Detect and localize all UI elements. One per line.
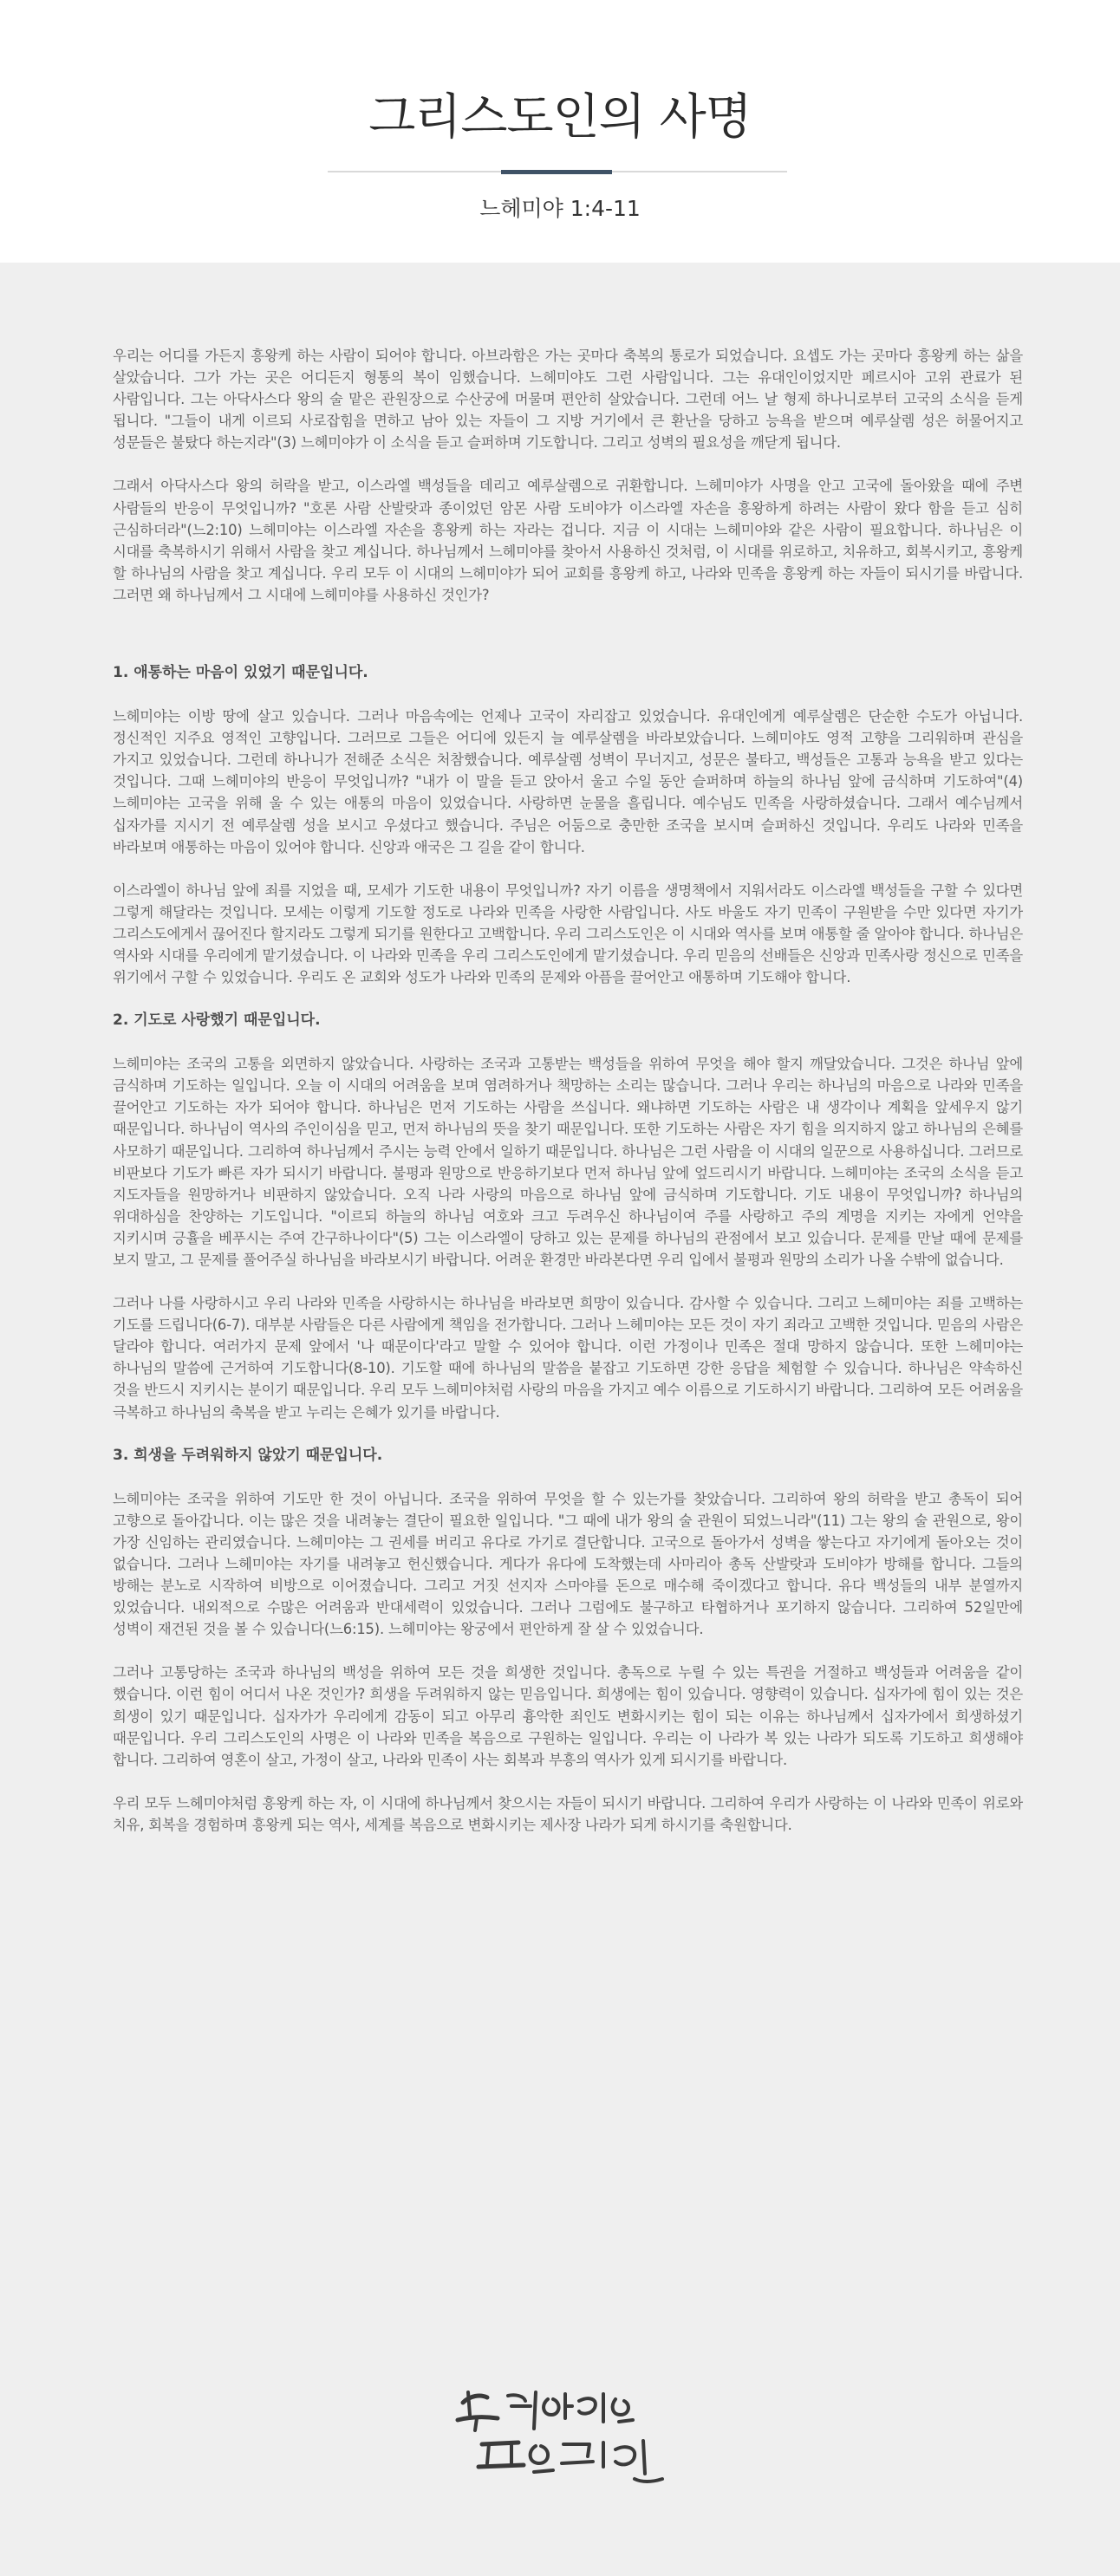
section-paragraph: 이스라엘이 하나님 앞에 죄를 지었을 때, 모세가 기도한 내용이 무엇입니까? 자기 이름을 생명책에서 지워서라도 이스라엘 백성들을 구할 수 있다면 그렇게 해달라는 것입니다. 모세는 이렇게 기도할 정도로 나라와 민족을 사랑한 사람입니다. 사도 바울도 자기 민족이 구원받을 수만 있다면 자기가 그리스도에게서 끊어진다 할지라도 그렇게 되기를 원한다고 고백합니다. 우리 그리스도인은 이 시대와 역사를 보며 애통할 줄 알아야 합니다. 하나님은 역사와 시대를 우리에게 맡기셨습니다. 이 나라와 민족을 우리 그리스도인에게 맡기셨습니다. 우리 믿음의 선배들은 신앙과 민족사랑 정신으로 민족을 위기에서 구할 수 있었습니다. 우리도 온 교회와 성도가 나라와 민족의 문제와 아픔을 끌어안고 애통하며 기도해야 합니다. (113, 881, 1023, 986)
section-paragraph: 느헤미야는 조국을 위하여 기도만 한 것이 아닙니다. 조국을 위하여 무엇을 할 수 있는가를 찾았습니다. 그리하여 왕의 허락을 받고 총독이 되어 고향으로 돌아갑니다. 이는 많은 것을 내려놓는 결단이 필요한 일입니다. "그 때에 내가 왕의 술 관원이 되었느니라"(11) 그는 왕의 술 관원으로, 왕이 가장 신임하는 관리였습니다. 느헤미야는 그 권세를 버리고 유다로 가기로 결단합니다. 고국으로 돌아가서 성벽을 쌓는다고 자기에게 돌아오는 것이 없습니다. 그러나 느헤미야는 자기를 내려놓고 헌신했습니다. 게다가 유다에 도착했는데 사마리아 총독 산발랏과 도비야가 방해를 합니다. 그들의 방해는 분노로 시작하여 비방으로 이어졌습니다. 그리고 거짓 선지자 스마야를 돈으로 매수해 죽이겠다고 합니다. 유다 백성들의 내부 분열까지 있었습니다. 내외적으로 수많은 어려움과 반대세력이 있었습니다. 그러나 그럼에도 불구하고 타협하거나 포기하지 않습니다. 그리하여 52일만에 성벽이 재건된 것을 볼 수 있습니다(느6:15). 느헤미야는 왕궁에서 편안하게 잘 살 수 있었습니다. (113, 1490, 1023, 1638)
scripture-reference: 느헤미야 1:4-11 (479, 196, 641, 221)
church-signature-logo (451, 2377, 676, 2494)
intro-paragraph: 우리는 어디를 가든지 흥왕케 하는 사람이 되어야 합니다. 아브라함은 가는 곳마다 축복의 통로가 되었습니다. 요셉도 가는 곳마다 흥왕케 하는 삶을 살았습니다. 그가 가는 곳은 어디든지 형통의 복이 임했습니다. 느헤미야도 그런 사람입니다. 그는 유대인이었지만 페르시아 고위 관료가 된 사람입니다. 그는 아닥사스다 왕의 술 맡은 관원장으로 수산궁에 머물며 편안히 살았습니다. 그런데 어느 날 형제 하나니로부터 고국의 소식을 듣게 됩니다. "그들이 내게 이르되 사로잡힘을 면하고 남아 있는 자들이 그 지방 거기에서 큰 환난을 당하고 능욕을 받으며 예루살렘 성은 허물어지고 성문들은 불탔다 하는지라"(3) 느헤미야가 이 소식을 듣고 슬퍼하며 기도합니다. 그리고 성벽의 필요성을 깨닫게 됩니다. (113, 348, 1023, 452)
section-paragraph: 우리 모두 느헤미야처럼 흥왕케 하는 자, 이 시대에 하나님께서 찾으시는 자들이 되시기 바랍니다. 그리하여 우리가 사랑하는 이 나라와 민족이 위로와 치유, 회복을 경험하며 흥왕케 되는 역사, 세계를 복음으로 변화시키는 제사장 나라가 되게 하시기를 축원합니다. (113, 1794, 1023, 1833)
page-title: 그리스도인의 사명 (368, 89, 752, 146)
section-heading-3: 3. 희생을 두려워하지 않았기 때문입니다. (113, 1446, 383, 1464)
section-paragraph: 느헤미야는 이방 땅에 살고 있습니다. 그러나 마음속에는 언제나 고국이 자리잡고 있었습니다. 유대인에게 예루살렘은 단순한 수도가 아닙니다. 정신적인 지주요 영적인 고향입니다. 그러므로 그들은 어디에 있든지 늘 예루살렘을 바라보았습니다. 느헤미야도 영적 고향을 그리워하며 관심을 가지고 있었습니다. 그런데 하나니가 전해준 소식은 처참했습니다. 예루살렘 성벽이 무너지고, 성문은 불타고, 백성들은 고통과 능욕을 받고 있다는 것입니다. 그때 느헤미야의 반응이 무엇입니까? "내가 이 말을 듣고 앉아서 울고 수일 동안 슬퍼하며 하늘의 하나님 앞에 금식하며 기도하여"(4) 느헤미야는 고국을 위해 울 수 있는 애통의 마음이 있었습니다. 사랑하면 눈물을 흘립니다. 예수님도 민족을 사랑하셨습니다. 그래서 예수님께서 십자가를 지시기 전 예루살렘 성을 보시고 우셨다고 했습니다. 주님은 어둠으로 충만한 조국을 보시며 슬퍼하신 것입니다. 우리도 나라와 민족을 바라보며 애통하는 마음이 있어야 합니다. 신앙과 애국은 그 길을 같이 합니다. (113, 708, 1023, 855)
intro-paragraph: 그래서 아닥사스다 왕의 허락을 받고, 이스라엘 백성들을 데리고 예루살렘으로 귀환합니다. 느헤미야가 사명을 안고 고국에 돌아왔을 때에 주변 사람들의 반응이 무엇입니까? "호론 사람 산발랏과 종이었던 암몬 사람 도비야가 이스라엘 자손을 흥왕하게 하려는 사람이 왔다 함을 듣고 심히 근심하더라"(느2:10) 느헤미야는 이스라엘 자손을 흥왕케 하는 자라는 겁니다. 지금 이 시대는 느헤미야와 같은 사람이 필요합니다. 하나님은 이 시대를 축복하시기 위해서 사람을 찾고 계십니다. 하나님께서 느헤미야를 찾아서 사용하신 것처럼, 이 시대를 위로하고, 치유하고, 회복시키고, 흥왕케 할 하나님의 사람을 찾고 계십니다. 우리 모두 이 시대의 느헤미야가 되어 교회를 흥왕케 하고, 나라와 민족을 흥왕케 하는 자들이 되시기를 바랍니다. 그러면 왜 하나님께서 그 시대에 느헤미야를 사용하신 것인가? (113, 478, 1023, 603)
sermon-body (113, 345, 1023, 1857)
title-divider-accent (501, 170, 612, 174)
section-paragraph: 그러나 고통당하는 조국과 하나님의 백성을 위하여 모든 것을 희생한 것입니다. 총독으로 누릴 수 있는 특권을 거절하고 백성들과 어려움을 같이 했습니다. 이런 힘이 어디서 나온 것인가? 희생을 두려워하지 않는 믿음입니다. 희생에는 힘이 있습니다. 영향력이 있습니다. 십자가에 힘이 있는 것은 희생이 있기 때문입니다. 십자가가 우리에게 감동이 되고 아무리 흉악한 죄인도 변화시키는 힘이 되는 이유는 하나님께서 십자가에서 희생하셨기 때문입니다. 우리 그리스도인의 사명은 이 나라와 민족을 복음으로 구원하는 일입니다. 우리는 이 나라가 복 있는 나라가 되도록 기도하고 희생해야 합니다. 그리하여 영혼이 살고, 가정이 살고, 나라와 민족이 사는 회복과 부흥의 역사가 있게 되시기를 바랍니다. (113, 1664, 1023, 1768)
section-heading-1: 1. 애통하는 마음이 있었기 때문입니다. (113, 664, 368, 682)
section-paragraph: 그러나 나를 사랑하시고 우리 나라와 민족을 사랑하시는 하나님을 바라보면 희망이 있습니다. 감사할 수 있습니다. 그리고 느헤미야는 죄를 고백하는 기도를 드립니다(6-7). 대부분 사람들은 다른 사람에게 책임을 전가합니다. 그러나 느헤미야는 모든 것이 자기 죄라고 고백한 것입니다. 믿음의 사람은 달라야 합니다. 여러가지 문제 앞에서 '나 때문이다'라고 말할 수 있어야 합니다. 이런 가정이나 민족은 절대 망하지 않습니다. 또한 느헤미야는 하나님의 말씀에 근거하여 기도합니다(8-10). 기도할 때에 하나님의 말씀을 붙잡고 기도하면 강한 응답을 체험할 수 있습니다. 하나님은 약속하신 것을 반드시 지키시는 분이기 때문입니다. 우리 모두 느헤미야처럼 사랑의 마음을 가지고 예수 이름으로 기도하시기 바랍니다. 그리하여 모든 어려움을 극복하고 하나님의 축복을 받고 누리는 은혜가 있기를 바랍니다. (113, 1295, 1023, 1421)
section-paragraph: 느헤미야는 조국의 고통을 외면하지 않았습니다. 사랑하는 조국과 고통받는 백성들을 위하여 무엇을 해야 할지 깨달았습니다. 그것은 하나님 앞에 금식하며 기도하는 일입니다. 오늘 이 시대의 어려움을 보며 염려하거나 책망하는 소리는 많습니다. 그러나 우리는 하나님의 마음으로 나라와 민족을 끌어안고 기도하는 자가 되어야 합니다. 하나님은 먼저 기도하는 사람을 쓰십니다. 왜냐하면 기도하는 사람은 내 생각이나 계획을 앞세우지 않기 때문입니다. 하나님이 역사의 주인이심을 믿고, 먼저 하나님의 뜻을 찾기 때문입니다. 또한 기도하는 사람은 자기 힘을 의지하지 않고 하나님의 은혜를 사모하기 때문입니다. 그리하여 하나님께서 주시는 능력 안에서 일하기 때문입니다. 하나님은 그런 사람을 이 시대의 일꾼으로 사용하십니다. 그러므로 비판보다 기도가 빠른 자가 되시기 바랍니다. 불평과 원망으로 반응하기보다 먼저 하나님 앞에 엎드리시기 바랍니다. 느헤미야는 조국의 소식을 듣고 지도자들을 원망하거나 비판하지 않았습니다. 오직 나라 사랑의 마음으로 하나님 앞에 금식하며 기도합니다. 기도 내용이 무엇입니까? 하나님의 위대하심을 찬양하는 기도입니다. "이르되 하늘의 하나님 여호와 크고 두려우신 하나님이여 주를 사랑하고 주의 계명을 지키는 자에게 언약을 지키시며 긍휼을 베푸시는 주여 간구하나이다"(5) 그는 이스라엘이 당하고 있는 문제를 하나님의 관점에서 보고 있습니다. 문제를 만날 때에 문제를 보지 말고, 그 문제를 풀어주실 하나님을 바라보시기 바랍니다. 어려운 환경만 바라본다면 우리 입에서 불평과 원망의 소리가 나올 수밖에 없습니다. (113, 1056, 1023, 1268)
header (0, 0, 1120, 263)
section-heading-2: 2. 기도로 사랑했기 때문입니다. (113, 1012, 321, 1030)
calligraphy-signature-icon (451, 2377, 676, 2494)
